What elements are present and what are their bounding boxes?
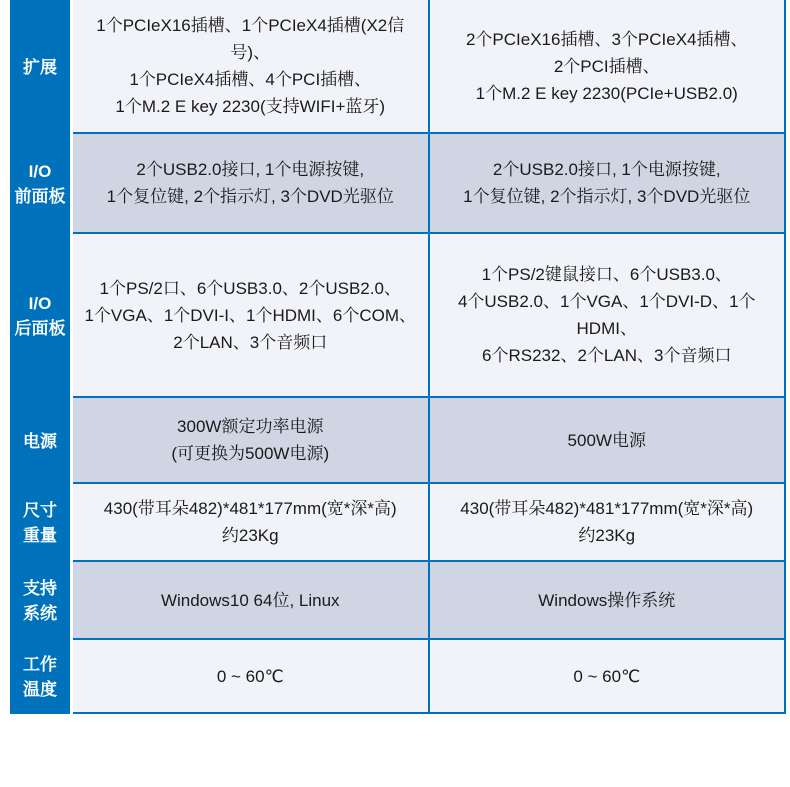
spec-cell-model1-dimensions — [73, 484, 430, 560]
spec-line: 1个PCIeX16插槽、1个PCIeX4插槽(X2信号)、 — [96, 16, 405, 62]
spec-cell-model2-io-front — [430, 134, 785, 232]
spec-row-io-front-panel — [73, 134, 784, 234]
spec-line: 1个VGA、1个DVI-I、1个HDMI、6个COM、 — [84, 305, 417, 325]
spec-row-dimensions-weight — [73, 484, 784, 562]
spec-line: 2个PCIeX16插槽、3个PCIeX4插槽、 — [465, 29, 748, 49]
spec-line: 2个USB2.0接口, 1个电源按键, — [136, 160, 365, 179]
spec-cell-model2-os — [430, 562, 785, 638]
row-header-label: 系统 — [23, 604, 57, 623]
spec-line: 6个RS232、2个LAN、3个音频口 — [482, 346, 732, 365]
spec-row-io-rear-panel — [73, 234, 784, 398]
row-header-label: I/O — [28, 162, 52, 181]
spec-line: Windows操作系统 — [538, 590, 676, 610]
row-header-label: 尺寸 — [23, 501, 57, 520]
row-header-power — [10, 398, 70, 484]
spec-cell-model2-expansion — [430, 0, 785, 132]
spec-line: 4个USB2.0、1个VGA、1个DVI-D、1个HDMI、 — [457, 292, 756, 338]
row-header-label: 温度 — [23, 680, 57, 699]
spec-line: 约23Kg — [221, 526, 279, 545]
spec-line: 2个LAN、3个音频口 — [173, 332, 328, 352]
spec-row-expansion — [73, 0, 784, 134]
spec-comparison-table — [10, 0, 786, 714]
row-header-label: 支持 — [23, 579, 57, 598]
spec-line: 0 ~ 60℃ — [216, 666, 284, 686]
row-header-label: 电源 — [23, 431, 57, 451]
spec-row-power — [73, 398, 784, 484]
spec-row-operating-temperature — [73, 640, 784, 714]
spec-line: (可更换为500W电源) — [171, 444, 330, 463]
row-header-supported-os — [10, 562, 70, 640]
row-header-label: 重量 — [23, 526, 57, 545]
spec-line: 1个M.2 E key 2230(支持WIFI+蓝牙) — [115, 97, 386, 116]
spec-cell-model2-io-rear — [430, 234, 785, 396]
row-header-expansion — [10, 0, 70, 134]
spec-line: 430(带耳朵482)*481*177mm(宽*深*高) — [103, 499, 397, 518]
row-header-column — [10, 0, 70, 714]
row-header-label: I/O — [28, 294, 52, 313]
spec-cell-model1-io-rear — [73, 234, 430, 396]
spec-row-supported-os — [73, 562, 784, 640]
spec-line: 1个复位键, 2个指示灯, 3个DVD光驱位 — [106, 187, 394, 206]
spec-cell-model1-expansion — [73, 0, 430, 132]
spec-cell-model1-os — [73, 562, 430, 638]
row-header-label: 工作 — [23, 655, 57, 674]
row-header-label: 扩展 — [23, 57, 57, 77]
spec-line: 500W电源 — [567, 430, 646, 450]
spec-cell-model2-dimensions — [430, 484, 785, 560]
spec-content-columns — [73, 0, 786, 714]
spec-line: 1个PS/2口、6个USB3.0、2个USB2.0、 — [99, 278, 401, 298]
spec-cell-model2-power — [430, 398, 785, 482]
spec-line: 430(带耳朵482)*481*177mm(宽*深*高) — [460, 499, 754, 518]
row-header-operating-temperature — [10, 640, 70, 714]
spec-line: 2个PCI插槽、 — [553, 56, 660, 76]
spec-line: 1个M.2 E key 2230(PCIe+USB2.0) — [475, 83, 738, 103]
row-header-label: 后面板 — [14, 319, 66, 338]
row-header-io-front-panel — [10, 134, 70, 234]
row-header-label: 前面板 — [14, 187, 66, 206]
row-header-dimensions-weight — [10, 484, 70, 562]
spec-line: 2个USB2.0接口, 1个电源按键, — [492, 160, 721, 179]
spec-cell-model1-io-front — [73, 134, 430, 232]
spec-line: Windows10 64位, Linux — [160, 590, 340, 610]
spec-cell-model1-power — [73, 398, 430, 482]
row-header-io-rear-panel — [10, 234, 70, 398]
spec-line: 1个PCIeX4插槽、4个PCI插槽、 — [129, 70, 372, 89]
spec-cell-model2-temperature — [430, 640, 785, 712]
spec-line: 0 ~ 60℃ — [573, 666, 641, 686]
spec-line: 约23Kg — [578, 526, 636, 545]
spec-line: 1个复位键, 2个指示灯, 3个DVD光驱位 — [463, 187, 751, 206]
spec-line: 1个PS/2键鼠接口、6个USB3.0、 — [481, 265, 732, 284]
spec-line: 300W额定功率电源 — [177, 417, 324, 436]
spec-cell-model1-temperature — [73, 640, 430, 712]
